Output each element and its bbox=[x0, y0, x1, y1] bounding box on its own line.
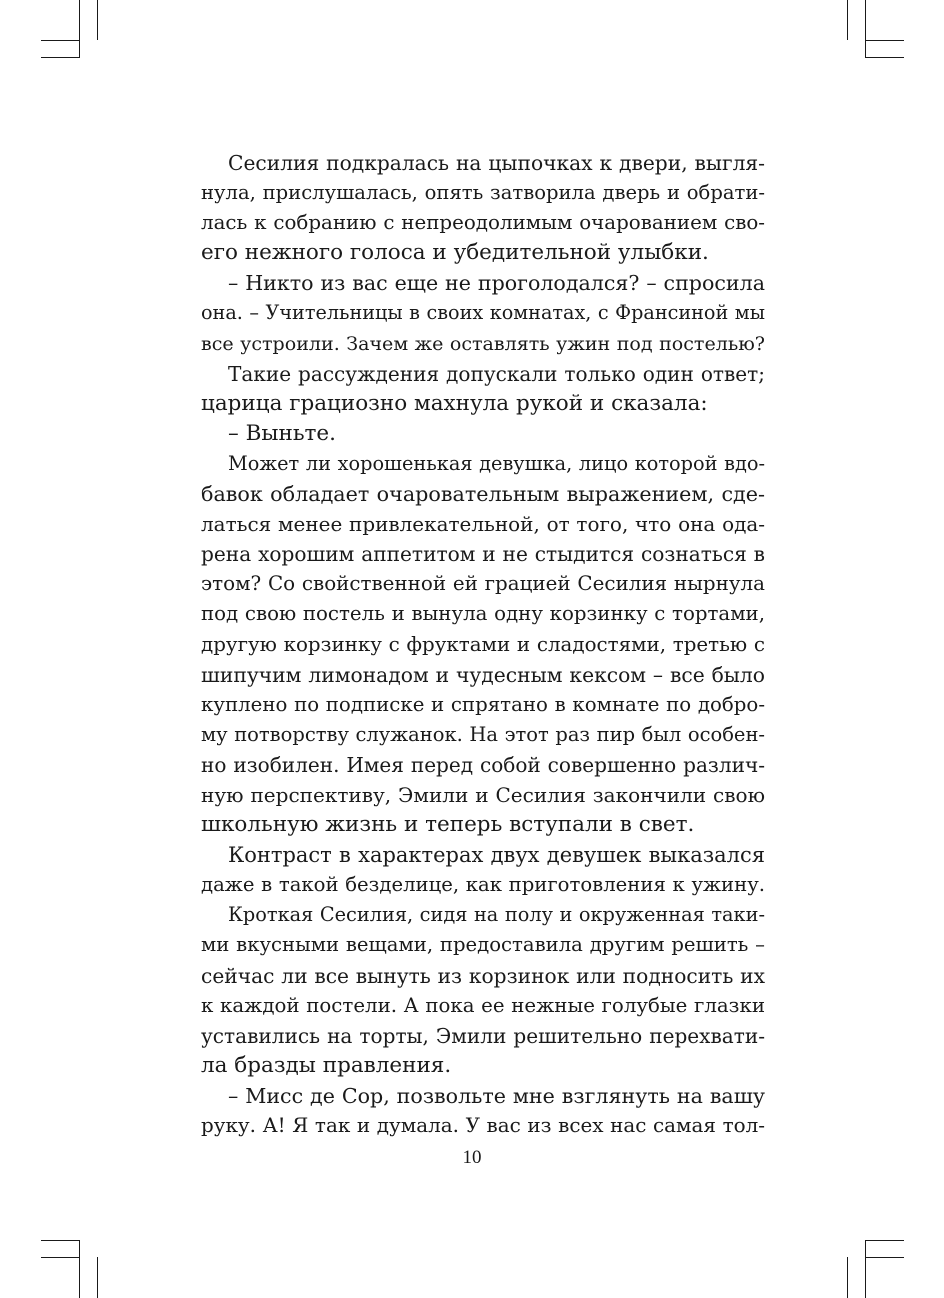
text-line: – Выньте. bbox=[228, 420, 336, 446]
text-line: руку. А! Я так и думала. У вас из всех нас самая тол- bbox=[201, 1114, 765, 1137]
text-line: все устроили. Зачем же оставлять ужин под постелью? bbox=[201, 332, 765, 355]
text-line: му потворству служанок. На этот раз пир был особен- bbox=[201, 722, 765, 746]
crop-mark bbox=[865, 0, 866, 58]
crop-mark bbox=[79, 0, 80, 58]
crop-mark bbox=[97, 1257, 98, 1298]
text-line: другую корзинку с фруктами и сладостями, третью с bbox=[201, 632, 765, 656]
text-line: ми вкусными вещами, предоставила другим решить – bbox=[201, 933, 765, 957]
text-line: Кроткая Сесилия, сидя на полу и окруженная таки- bbox=[228, 903, 765, 927]
text-line: сейчас ли все вынуть из корзинок или подносить их bbox=[201, 963, 765, 988]
text-line: Сесилия подкралась на цыпочках к двери, выгля- bbox=[228, 151, 765, 175]
text-line: ла бразды правления. bbox=[201, 1052, 452, 1078]
text-line: лась к собранию с непреодолимым очарованием сво- bbox=[201, 211, 765, 235]
text-line: но изобилен. Имея перед собой совершенно различ- bbox=[201, 752, 765, 777]
crop-mark bbox=[865, 57, 904, 58]
crop-mark bbox=[847, 1257, 848, 1298]
text-line: школьную жизнь и теперь вступали в свет. bbox=[201, 812, 695, 838]
text-line: этом? Со свойственной ей грацией Сесилия нырнула bbox=[201, 572, 765, 596]
crop-mark bbox=[41, 1257, 80, 1258]
crop-mark bbox=[865, 1240, 866, 1298]
text-line: куплено по подписке и спрятано в комнате по добро- bbox=[201, 692, 765, 716]
crop-mark bbox=[41, 57, 80, 58]
text-line: – Мисс де Сор, позвольте мне взглянуть на вашу bbox=[228, 1083, 765, 1108]
text-line: нула, прислушалась, опять затворила дверь и обрати- bbox=[201, 181, 765, 205]
text-line: шипучим лимонадом и чудесным кексом – все было bbox=[201, 662, 765, 687]
text-line: под свою постель и вынула одну корзинку с тортами, bbox=[201, 602, 765, 626]
crop-mark bbox=[79, 1240, 80, 1298]
text-line: даже в такой безделице, как приготовления к ужину. bbox=[201, 873, 765, 897]
text-line: царица грациозно махнула рукой и сказала: bbox=[201, 390, 708, 416]
text-line: Такие рассуждения допускали только один ответ; bbox=[228, 361, 765, 386]
crop-mark bbox=[865, 40, 904, 41]
text-line: латься менее привлекательной, от того, что она ода- bbox=[201, 512, 765, 537]
text-line: – Никто из вас еще не проголодался? – спросила bbox=[228, 271, 765, 296]
text-line: Контраст в характерах двух девушек выказался bbox=[228, 843, 765, 868]
text-line: она. – Учительницы в своих комнатах, с Франсиной мы bbox=[201, 301, 765, 325]
text-line: рена хорошим аппетитом и не стыдится сознаться в bbox=[201, 542, 765, 567]
body-text bbox=[201, 148, 765, 1141]
page-number: 10 bbox=[462, 1147, 482, 1168]
text-line: Может ли хорошенькая девушка, лицо которой вдо- bbox=[228, 451, 765, 475]
crop-mark bbox=[865, 1240, 904, 1241]
text-line: его нежного голоса и убедительной улыбки. bbox=[201, 240, 709, 266]
text-line: к каждой постели. А пока ее нежные голубые глазки bbox=[201, 993, 765, 1017]
text-line: уставились на торты, Эмили решительно перехвати- bbox=[201, 1023, 765, 1048]
text-line: бавок обладает очаровательным выражением, сде- bbox=[201, 482, 765, 507]
crop-mark bbox=[41, 40, 80, 41]
crop-mark bbox=[865, 1257, 904, 1258]
text-line: ную перспективу, Эмили и Сесилия закончили свою bbox=[201, 782, 765, 807]
crop-mark bbox=[847, 0, 848, 40]
crop-mark bbox=[41, 1240, 80, 1241]
crop-mark bbox=[97, 0, 98, 40]
